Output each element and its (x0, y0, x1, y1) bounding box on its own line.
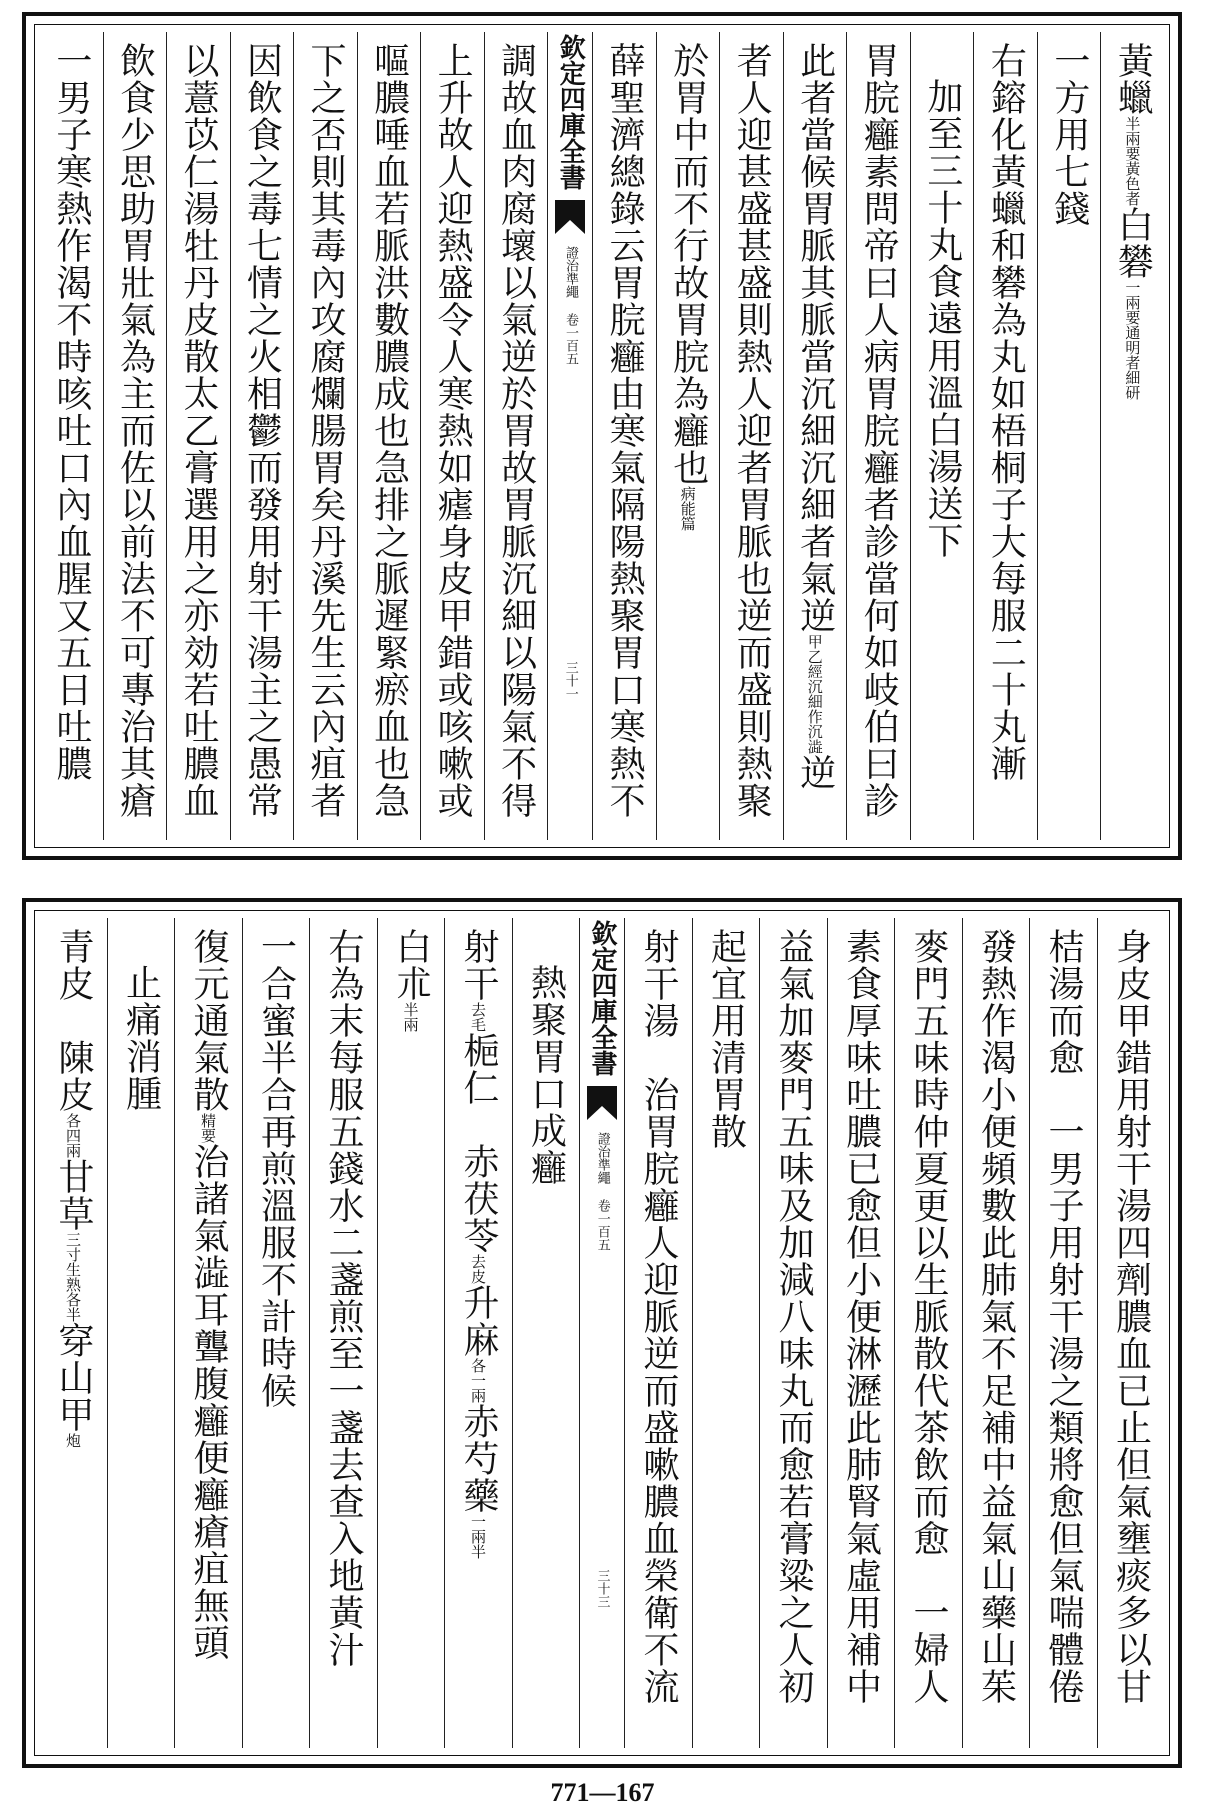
text-column (484, 32, 548, 840)
column-text (1110, 918, 1151, 1748)
column-text (120, 918, 161, 1748)
text-column (846, 32, 910, 840)
text-column (174, 918, 242, 1748)
annotation-note: 去毛 (468, 1002, 487, 1032)
fish-tail-mark-icon (555, 200, 585, 240)
text-column (894, 918, 962, 1748)
main-text: 素食厚味吐膿已愈但小便淋瀝此肺腎氣虛用補中 (840, 928, 882, 1705)
main-text: 身皮甲錯用射干湯四劑膿血已止但氣壅痰多以甘 (1110, 928, 1152, 1705)
text-column (962, 918, 1030, 1748)
column-text (975, 918, 1016, 1748)
column-text (525, 918, 566, 1748)
text-column (973, 32, 1037, 840)
main-text: 青皮 陳皮 (52, 928, 94, 1113)
column-text (458, 918, 499, 1748)
main-text: 右為末每服五錢水二盞煎至一盞去查入地黃汁 (322, 928, 364, 1668)
text-column (624, 918, 692, 1748)
column-text (368, 32, 409, 840)
annotation-note: 各四兩 (63, 1113, 82, 1158)
column-text (305, 32, 346, 840)
main-text: 治諸氣澁耳聾腹癰便癰瘡疽無頭 (187, 1143, 229, 1661)
main-text: 升麻 (457, 1284, 499, 1358)
text-column (40, 32, 103, 840)
main-text: 發熱作渴小便頻數此肺氣不足補中益氣山藥山茱 (975, 928, 1017, 1705)
main-text: 穿山甲 (52, 1322, 94, 1433)
main-text: 一合蜜半合再煎溫服不計時候 (255, 928, 297, 1409)
main-text: 以薏苡仁湯牡丹皮散太乙膏選用之亦効若吐膿血 (177, 42, 219, 819)
main-text: 因飲食之毒七情之火相鬱而發用射干湯主之愚常 (241, 42, 283, 819)
main-text: 白朮 (390, 928, 432, 1002)
text-column (1097, 918, 1165, 1748)
text-column (40, 918, 107, 1748)
column-text (241, 32, 282, 840)
column-text (908, 918, 949, 1748)
column-text (178, 32, 219, 840)
main-text: 益氣加麥門五味及加減八味丸而愈若膏粱之人初 (772, 928, 814, 1705)
page-number-footer: 771—167 (550, 1778, 655, 1807)
main-text: 梔仁 赤茯苓 (457, 1032, 499, 1254)
column-text (1112, 32, 1153, 840)
main-text: 薛聖濟總錄云胃脘癰由寒氣隔陽熱聚胃口寒熱不 (604, 42, 646, 819)
text-column (293, 32, 357, 840)
column-text (705, 918, 746, 1748)
main-text: 逆 (794, 754, 836, 791)
annotation-note: 半兩 (401, 1002, 420, 1032)
leaf-number: 三十三 (594, 1569, 610, 1608)
column-text (840, 918, 881, 1748)
bottom-page-columns (40, 918, 1164, 1748)
text-column (827, 918, 895, 1748)
main-text: 射干湯 治胃脘癰人迎脈逆而盛嗽膿血榮衛不流 (637, 928, 679, 1705)
text-column (759, 918, 827, 1748)
main-text: 下之否則其毒內攻腐爛腸胃矣丹溪先生云內疽者 (305, 42, 347, 819)
book-title-gutter (579, 918, 624, 1748)
text-column (910, 32, 974, 840)
volume-label: 證治準繩 卷一百五 (594, 1132, 610, 1251)
main-text: 麥門五味時仲夏更以生脈散代茶飲而愈 一婦人 (907, 928, 949, 1705)
annotation-note: 半兩要黃色者 (1123, 116, 1142, 206)
column-text (794, 32, 835, 840)
main-text: 嘔膿唾血若脈洪數膿成也急排之脈遲緊瘀血也急 (368, 42, 410, 819)
annotation-note: 各一兩 (468, 1358, 487, 1403)
book-title: 欽定四庫全書 (587, 920, 617, 1076)
column-text (731, 32, 772, 840)
annotation-note: 病能篇 (678, 486, 697, 531)
text-column (512, 918, 580, 1748)
annotation-note: 一兩半 (468, 1514, 487, 1559)
main-text: 白礬 (1112, 206, 1154, 280)
column-text (390, 918, 431, 1748)
annotation-note: 甲乙經沉細作沉澁 (805, 634, 824, 754)
text-column (444, 918, 512, 1748)
main-text: 熱聚胃口成癰 (525, 964, 567, 1186)
column-text (188, 918, 229, 1748)
annotation-note: 炮 (63, 1433, 82, 1448)
volume-label: 證治準繩 卷一百五 (563, 246, 579, 365)
main-text: 加至三十丸食遠用溫白湯送下 (921, 78, 963, 559)
main-text: 桔湯而愈 一男子用射干湯之類將愈但氣喘體倦 (1042, 928, 1084, 1705)
column-text (604, 32, 645, 840)
main-text: 胃脘癰素問帝曰人病胃脘癰者診當何如岐伯曰診 (858, 42, 900, 819)
column-text (114, 32, 155, 840)
text-column (103, 32, 167, 840)
text-column (377, 918, 445, 1748)
column-text (53, 918, 94, 1748)
column-text (921, 32, 962, 840)
column-text (858, 32, 899, 840)
fish-tail-mark-icon (587, 1086, 617, 1126)
main-text: 起宜用清胃散 (705, 928, 747, 1150)
book-title-gutter (547, 32, 592, 840)
column-text (1049, 32, 1090, 840)
main-text: 上升故人迎熱盛令人寒熱如瘧身皮甲錯或咳嗽或 (432, 42, 474, 819)
column-text (51, 32, 92, 840)
main-text: 甘草 (52, 1158, 94, 1232)
main-text: 赤芍藥 (457, 1403, 499, 1514)
text-column (783, 32, 847, 840)
column-text (495, 32, 536, 840)
text-column (1100, 32, 1164, 840)
main-text: 止痛消腫 (120, 964, 162, 1112)
text-column (656, 32, 720, 840)
text-column (592, 32, 656, 840)
main-text: 飲食少思助胃壯氣為主而佐以前法不可專治其瘡 (114, 42, 156, 819)
column-text (323, 918, 364, 1748)
main-text: 復元通氣散 (187, 928, 229, 1113)
text-column (1029, 918, 1097, 1748)
main-text: 者人迎甚盛甚盛則熱人迎者胃脈也逆而盛則熱聚 (731, 42, 773, 819)
main-text: 射干 (457, 928, 499, 1002)
text-column (230, 32, 294, 840)
column-text (1043, 918, 1084, 1748)
text-column (242, 918, 310, 1748)
column-text (773, 918, 814, 1748)
main-text: 於胃中而不行故胃脘為癰也 (667, 42, 709, 486)
main-text: 一方用七錢 (1048, 42, 1090, 227)
text-column (309, 918, 377, 1748)
column-text (638, 918, 679, 1748)
text-column (692, 918, 760, 1748)
column-text (985, 32, 1026, 840)
annotation-note: 精要 (198, 1113, 217, 1143)
leaf-number: 三十一 (562, 661, 578, 700)
column-text (432, 32, 473, 840)
book-title: 欽定四庫全書 (555, 34, 586, 190)
bottom-page-panel (22, 898, 1182, 1768)
text-column (166, 32, 230, 840)
text-column (1037, 32, 1101, 840)
annotation-note: 三寸生熟各半 (63, 1232, 82, 1322)
main-text: 此者當候胃脈其脈當沉細沉細者氣逆 (794, 42, 836, 634)
column-text (667, 32, 708, 840)
main-text: 右鎔化黃蠟和礬為丸如梧桐子大每服二十丸漸 (985, 42, 1027, 782)
text-column (107, 918, 175, 1748)
text-column (420, 32, 484, 840)
main-text: 一男子寒熱作渴不時咳吐口內血腥又五日吐膿 (50, 42, 92, 782)
main-text: 調故血肉腐壞以氣逆於胃故胃脈沉細以陽氣不得 (495, 42, 537, 819)
annotation-note: 去皮 (468, 1254, 487, 1284)
text-column (719, 32, 783, 840)
main-text: 黃蠟 (1112, 42, 1154, 116)
annotation-note: 一兩要通明者細研 (1123, 280, 1142, 400)
column-text (255, 918, 296, 1748)
top-page-panel (22, 12, 1182, 860)
text-column (357, 32, 421, 840)
top-page-columns (40, 32, 1164, 840)
